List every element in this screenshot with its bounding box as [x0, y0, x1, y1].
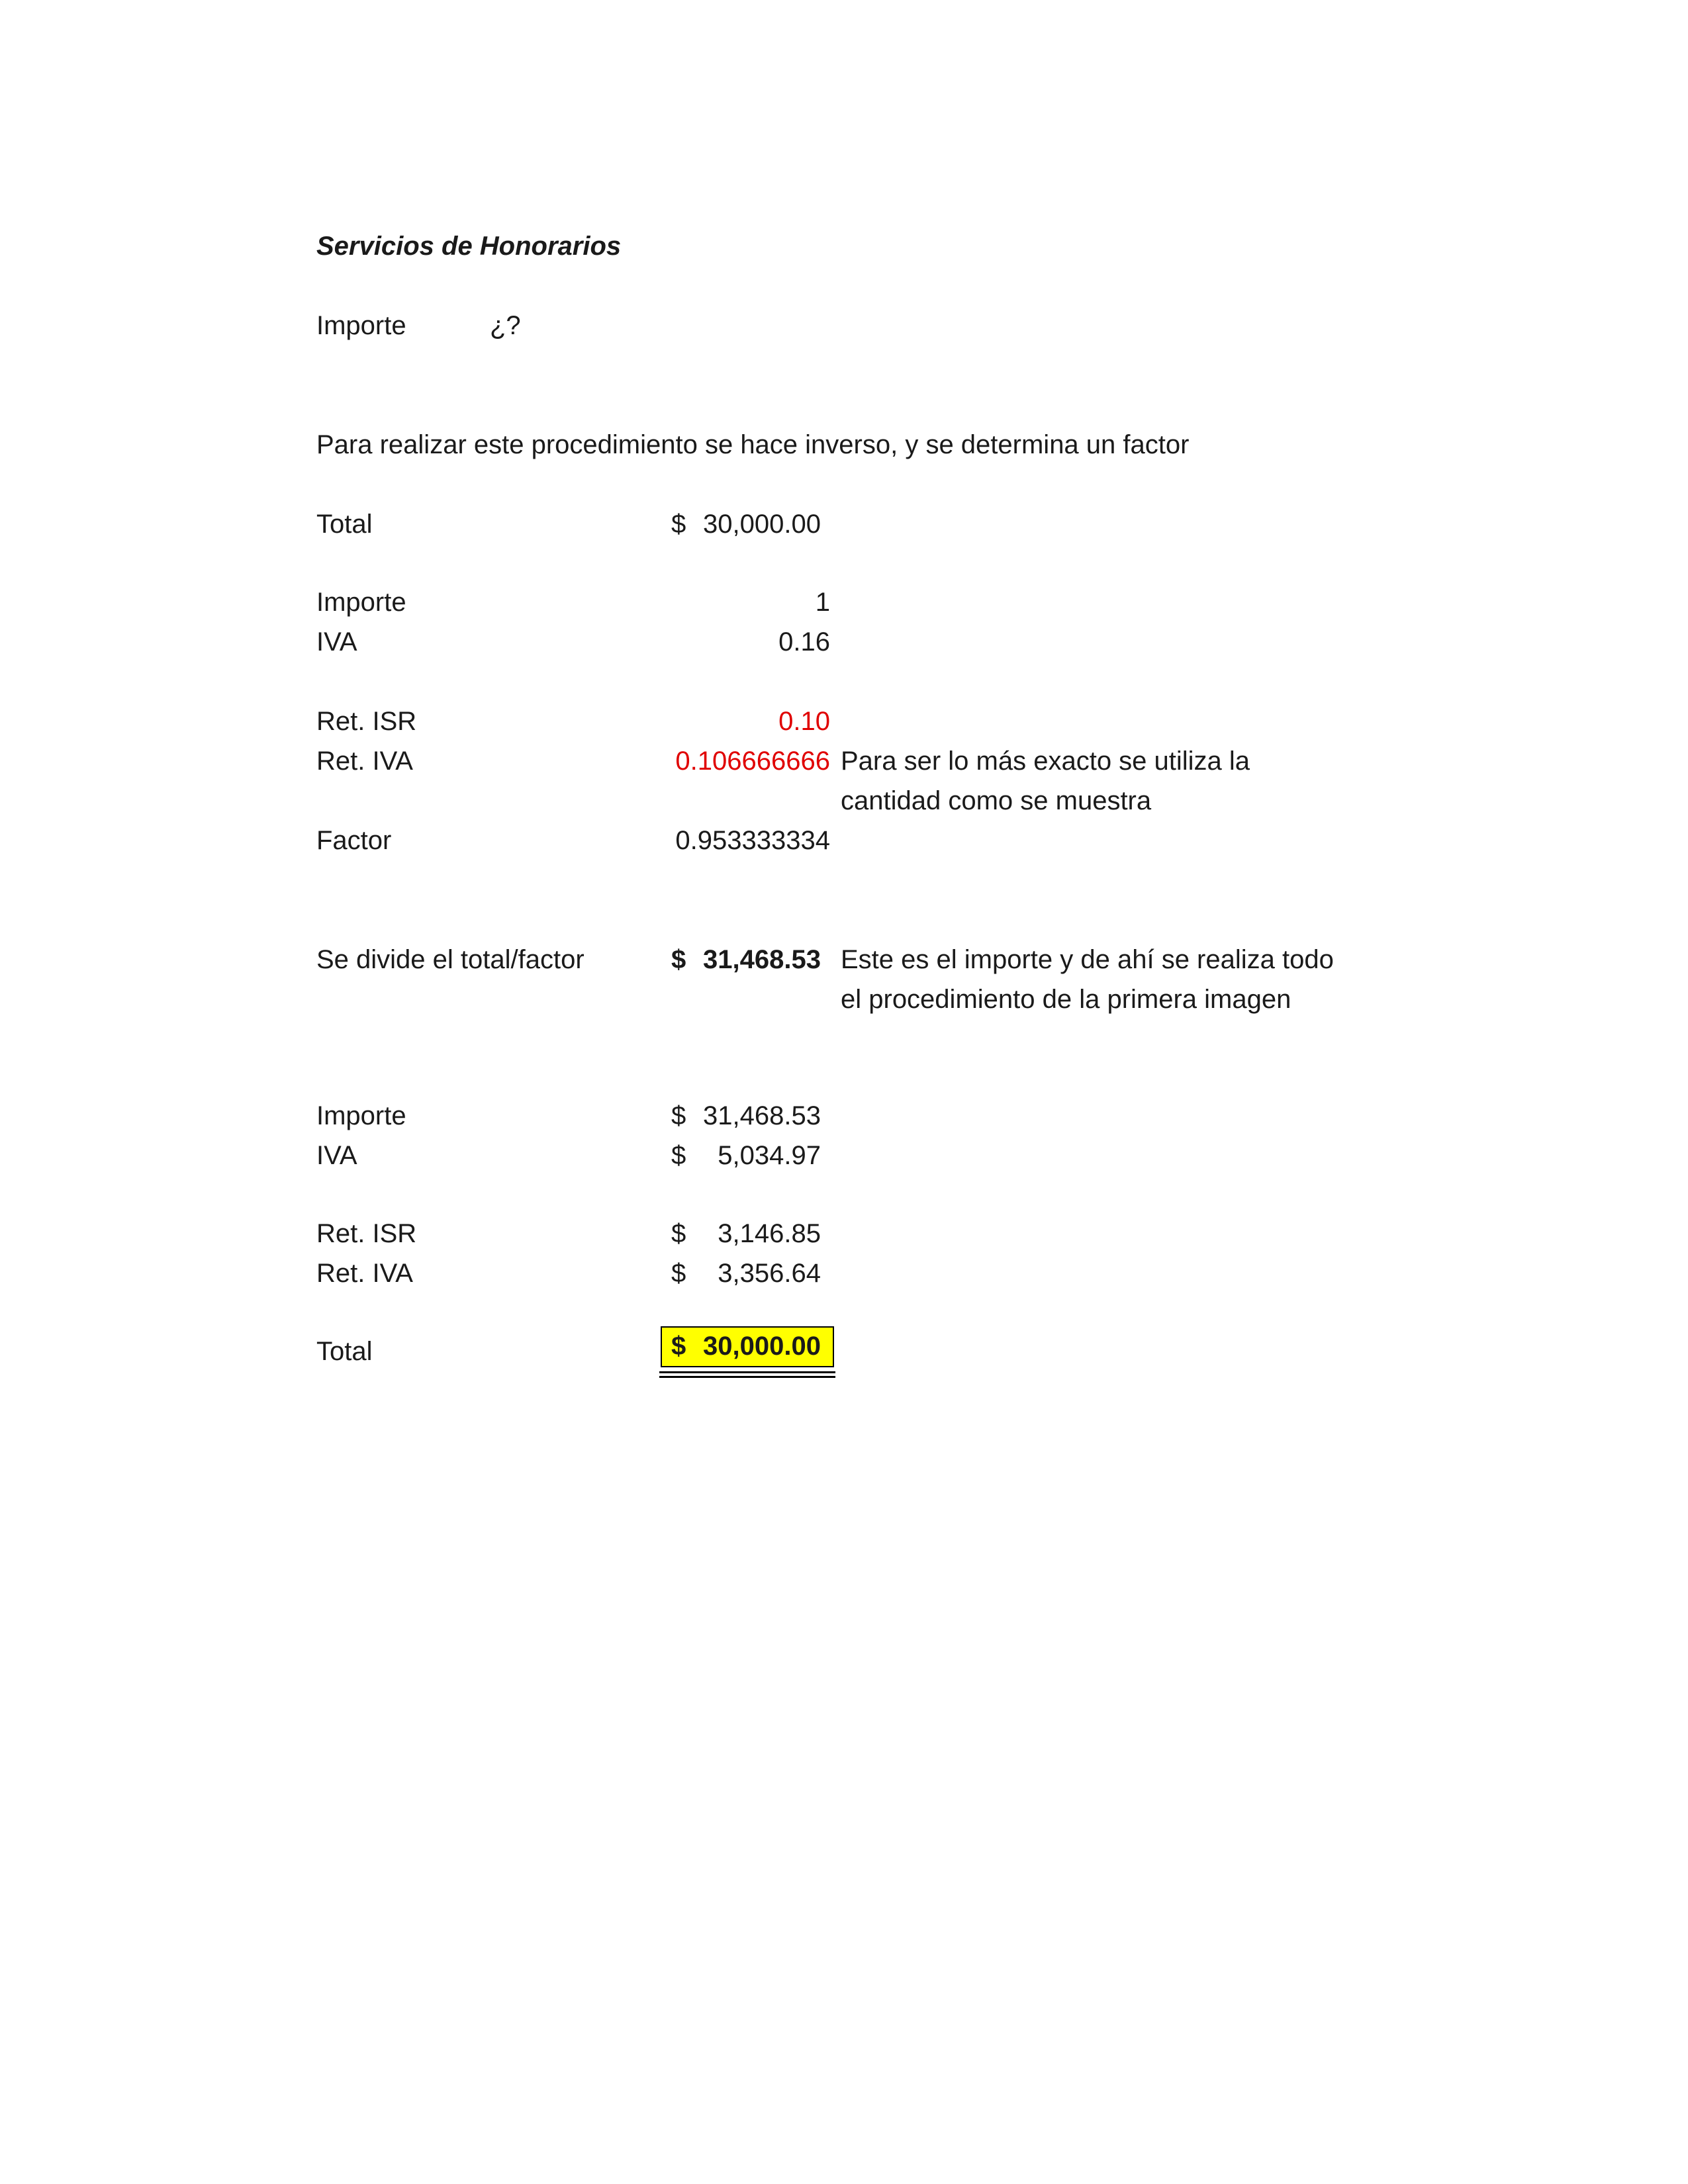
total-label: Total [316, 510, 373, 539]
factor-value-factor: 0.953333334 [675, 826, 830, 855]
amount-value: 30,000.00 [703, 1332, 821, 1361]
divide-amount [671, 944, 821, 976]
factor-label-ret-isr: Ret. ISR [316, 707, 417, 736]
double-underline-top [659, 1371, 835, 1373]
amount-value: 31,468.53 [703, 945, 821, 974]
final-total-cell [659, 1322, 835, 1381]
currency-symbol: $ [671, 510, 686, 539]
result-label-ret-iva: Ret. IVA [316, 1259, 413, 1288]
result-label-iva: IVA [316, 1141, 357, 1170]
factor-value-ret-iva: 0.106666666 [675, 747, 830, 776]
currency-symbol: $ [671, 945, 686, 974]
currency-symbol: $ [671, 1219, 686, 1248]
page-title: Servicios de Honorarios [316, 232, 622, 261]
divide-label: Se divide el total/factor [316, 945, 585, 974]
currency-symbol: $ [671, 1101, 686, 1130]
factor-value-iva: 0.16 [778, 627, 830, 657]
importe-unknown: ¿? [490, 311, 521, 340]
currency-symbol: $ [671, 1332, 686, 1361]
importe-label: Importe [316, 311, 406, 340]
result-amount-ret-iva [671, 1257, 821, 1289]
result-amount-importe [671, 1100, 821, 1132]
final-total-label: Total [316, 1337, 373, 1366]
amount-value: 31,468.53 [703, 1101, 821, 1130]
factor-value-ret-isr: 0.10 [778, 707, 830, 736]
currency-symbol: $ [671, 1141, 686, 1170]
currency-symbol: $ [671, 1259, 686, 1288]
total-amount [671, 508, 821, 540]
amount-value: 3,356.64 [718, 1259, 821, 1288]
result-amount-iva [671, 1140, 821, 1171]
double-underline-bottom [659, 1376, 835, 1378]
factor-value-importe: 1 [815, 588, 830, 617]
divide-note-line-2: el procedimiento de la primera imagen [841, 985, 1291, 1014]
factor-label-factor: Factor [316, 826, 392, 855]
amount-value: 5,034.97 [718, 1141, 821, 1170]
ret-iva-note-line-2: cantidad como se muestra [841, 786, 1152, 815]
intro-text: Para realizar este procedimiento se hace inverso, y se determina un factor [316, 430, 1190, 459]
factor-label-ret-iva: Ret. IVA [316, 747, 413, 776]
factor-label-importe: Importe [316, 588, 406, 617]
amount-value: 30,000.00 [703, 510, 821, 539]
factor-label-iva: IVA [316, 627, 357, 657]
result-amount-ret-isr [671, 1218, 821, 1250]
amount-value: 3,146.85 [718, 1219, 821, 1248]
result-label-ret-isr: Ret. ISR [316, 1219, 417, 1248]
ret-iva-note-line-1: Para ser lo más exacto se utiliza la [841, 747, 1250, 776]
final-total-amount [671, 1330, 821, 1362]
result-label-importe: Importe [316, 1101, 406, 1130]
divide-note-line-1: Este es el importe y de ahí se realiza todo [841, 945, 1334, 974]
